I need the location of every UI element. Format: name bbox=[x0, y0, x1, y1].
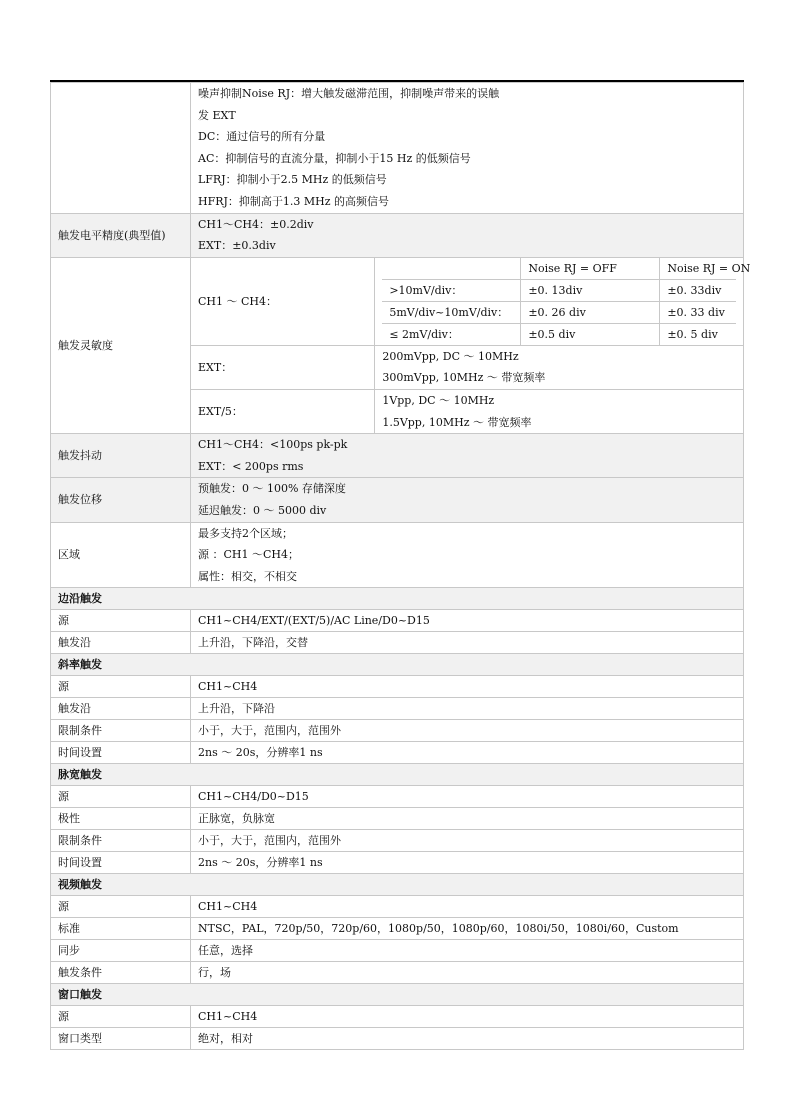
row-label: 触发沿 bbox=[51, 632, 191, 654]
row-label: 限制条件 bbox=[51, 830, 191, 852]
row-value: NTSC，PAL，720p/50，720p/60，1080p/50，1080p/60，1080i/50，1080i/60，Custom bbox=[191, 918, 744, 940]
row-label: 源 bbox=[51, 610, 191, 632]
section-header-slope bbox=[51, 654, 744, 676]
row-value: 上升沿，下降沿，交替 bbox=[191, 632, 744, 654]
row-value: 上升沿，下降沿 bbox=[191, 698, 744, 720]
ext-value: 200mVpp, DC ～ 10MHz 300mVpp, 10MHz ～ 带宽频率 bbox=[375, 345, 744, 389]
row-label: 触发条件 bbox=[51, 962, 191, 984]
row-label: 触发位移 bbox=[51, 478, 191, 522]
row-value: 2ns ～ 20s，分辨率1 ns bbox=[191, 852, 744, 874]
row-value: 小于，大于，范围内，范围外 bbox=[191, 720, 744, 742]
row-value: 小于，大于，范围内，范围外 bbox=[191, 830, 744, 852]
row-label: 触发沿 bbox=[51, 698, 191, 720]
spec-row bbox=[51, 896, 744, 918]
trigger-coupling-row bbox=[51, 83, 744, 214]
sensitivity-grid bbox=[375, 257, 751, 345]
trigger-sensitivity-row bbox=[51, 257, 744, 345]
spec-row bbox=[51, 830, 744, 852]
row-label: 时间设置 bbox=[51, 742, 191, 764]
spec-row bbox=[51, 1028, 744, 1050]
row-value: 正脉宽，负脉宽 bbox=[191, 808, 744, 830]
row-value: CH1~CH4/D0~D15 bbox=[191, 786, 744, 808]
sensitivity-row: 5mV/div~10mV/div： ±0. 26 div ±0. 33 div bbox=[382, 301, 736, 323]
row-label: 窗口类型 bbox=[51, 1028, 191, 1050]
row-label: 时间设置 bbox=[51, 852, 191, 874]
trigger-accuracy-row bbox=[51, 213, 744, 257]
spec-row bbox=[51, 786, 744, 808]
row-value: CH1~CH4 bbox=[191, 1006, 744, 1028]
row-label: 源 bbox=[51, 676, 191, 698]
row-value: 行，场 bbox=[191, 962, 744, 984]
spec-table bbox=[50, 82, 751, 1050]
row-label: 触发灵敏度 bbox=[51, 257, 191, 433]
spec-row bbox=[51, 632, 744, 654]
row-value: 2ns ～ 20s，分辨率1 ns bbox=[191, 742, 744, 764]
spec-row bbox=[51, 698, 744, 720]
sensitivity-header-row: Noise RJ = OFF Noise RJ = ON bbox=[382, 258, 736, 280]
coupling-description: 噪声抑制Noise RJ：增大触发磁滞范围，抑制噪声带来的误触 发 EXT DC：通过信号的所有分量 AC：抑制信号的直流分量，抑制小于15 Hz 的低频信号 LFRJ：抑制小于2.5 MHz 的低频信号 HFRJ：抑制高于1.3 MHz 的高频信号 bbox=[191, 83, 744, 214]
sensitivity-row: >10mV/div： ±0. 13div ±0. 33div bbox=[382, 279, 736, 301]
row-label bbox=[51, 83, 191, 214]
row-value: CH1～CH4：<100ps pk-pk EXT：< 200ps rms bbox=[191, 434, 744, 478]
trigger-position-row bbox=[51, 478, 744, 522]
row-label: 触发电平精度(典型值) bbox=[51, 213, 191, 257]
row-label: 源 bbox=[51, 896, 191, 918]
trigger-jitter-row bbox=[51, 434, 744, 478]
row-label: 限制条件 bbox=[51, 720, 191, 742]
spec-row bbox=[51, 610, 744, 632]
section-header-edge bbox=[51, 588, 744, 610]
section-title: 窗口触发 bbox=[51, 984, 744, 1006]
spec-row bbox=[51, 720, 744, 742]
ext5-value: 1Vpp, DC ～ 10MHz 1.5Vpp, 10MHz ～ 带宽频率 bbox=[375, 389, 744, 433]
row-label: 触发抖动 bbox=[51, 434, 191, 478]
spec-row bbox=[51, 918, 744, 940]
row-label: 区域 bbox=[51, 522, 191, 588]
row-value: CH1~CH4/EXT/(EXT/5)/AC Line/D0~D15 bbox=[191, 610, 744, 632]
ext5-label: EXT/5： bbox=[191, 389, 375, 433]
spec-row bbox=[51, 742, 744, 764]
row-value: CH1~CH4 bbox=[191, 896, 744, 918]
row-label: 同步 bbox=[51, 940, 191, 962]
section-header-window bbox=[51, 984, 744, 1006]
row-value: 任意，选择 bbox=[191, 940, 744, 962]
section-title: 视频触发 bbox=[51, 874, 744, 896]
trigger-zone-row bbox=[51, 522, 744, 588]
row-value: 预触发：0 ～ 100% 存储深度 延迟触发：0 ～ 5000 div bbox=[191, 478, 744, 522]
sensitivity-table bbox=[382, 258, 751, 345]
row-value: 最多支持2个区域； 源 ：CH1 ～CH4； 属性：相交，不相交 bbox=[191, 522, 744, 588]
sensitivity-ch-label: CH1 ～ CH4： bbox=[191, 257, 375, 345]
section-header-pulse bbox=[51, 764, 744, 786]
spec-row bbox=[51, 1006, 744, 1028]
spec-row bbox=[51, 962, 744, 984]
ext-label: EXT： bbox=[191, 345, 375, 389]
row-label: 源 bbox=[51, 1006, 191, 1028]
row-value: CH1～CH4：±0.2div EXT：±0.3div bbox=[191, 213, 744, 257]
spec-row bbox=[51, 940, 744, 962]
section-title: 斜率触发 bbox=[51, 654, 744, 676]
row-label: 极性 bbox=[51, 808, 191, 830]
spec-row bbox=[51, 808, 744, 830]
section-title: 脉宽触发 bbox=[51, 764, 744, 786]
section-header-video bbox=[51, 874, 744, 896]
spec-row bbox=[51, 852, 744, 874]
row-label: 标准 bbox=[51, 918, 191, 940]
sensitivity-row: ≤ 2mV/div： ±0.5 div ±0. 5 div bbox=[382, 323, 736, 345]
spec-row bbox=[51, 676, 744, 698]
row-label: 源 bbox=[51, 786, 191, 808]
section-title: 边沿触发 bbox=[51, 588, 744, 610]
row-value: 绝对，相对 bbox=[191, 1028, 744, 1050]
row-value: CH1~CH4 bbox=[191, 676, 744, 698]
